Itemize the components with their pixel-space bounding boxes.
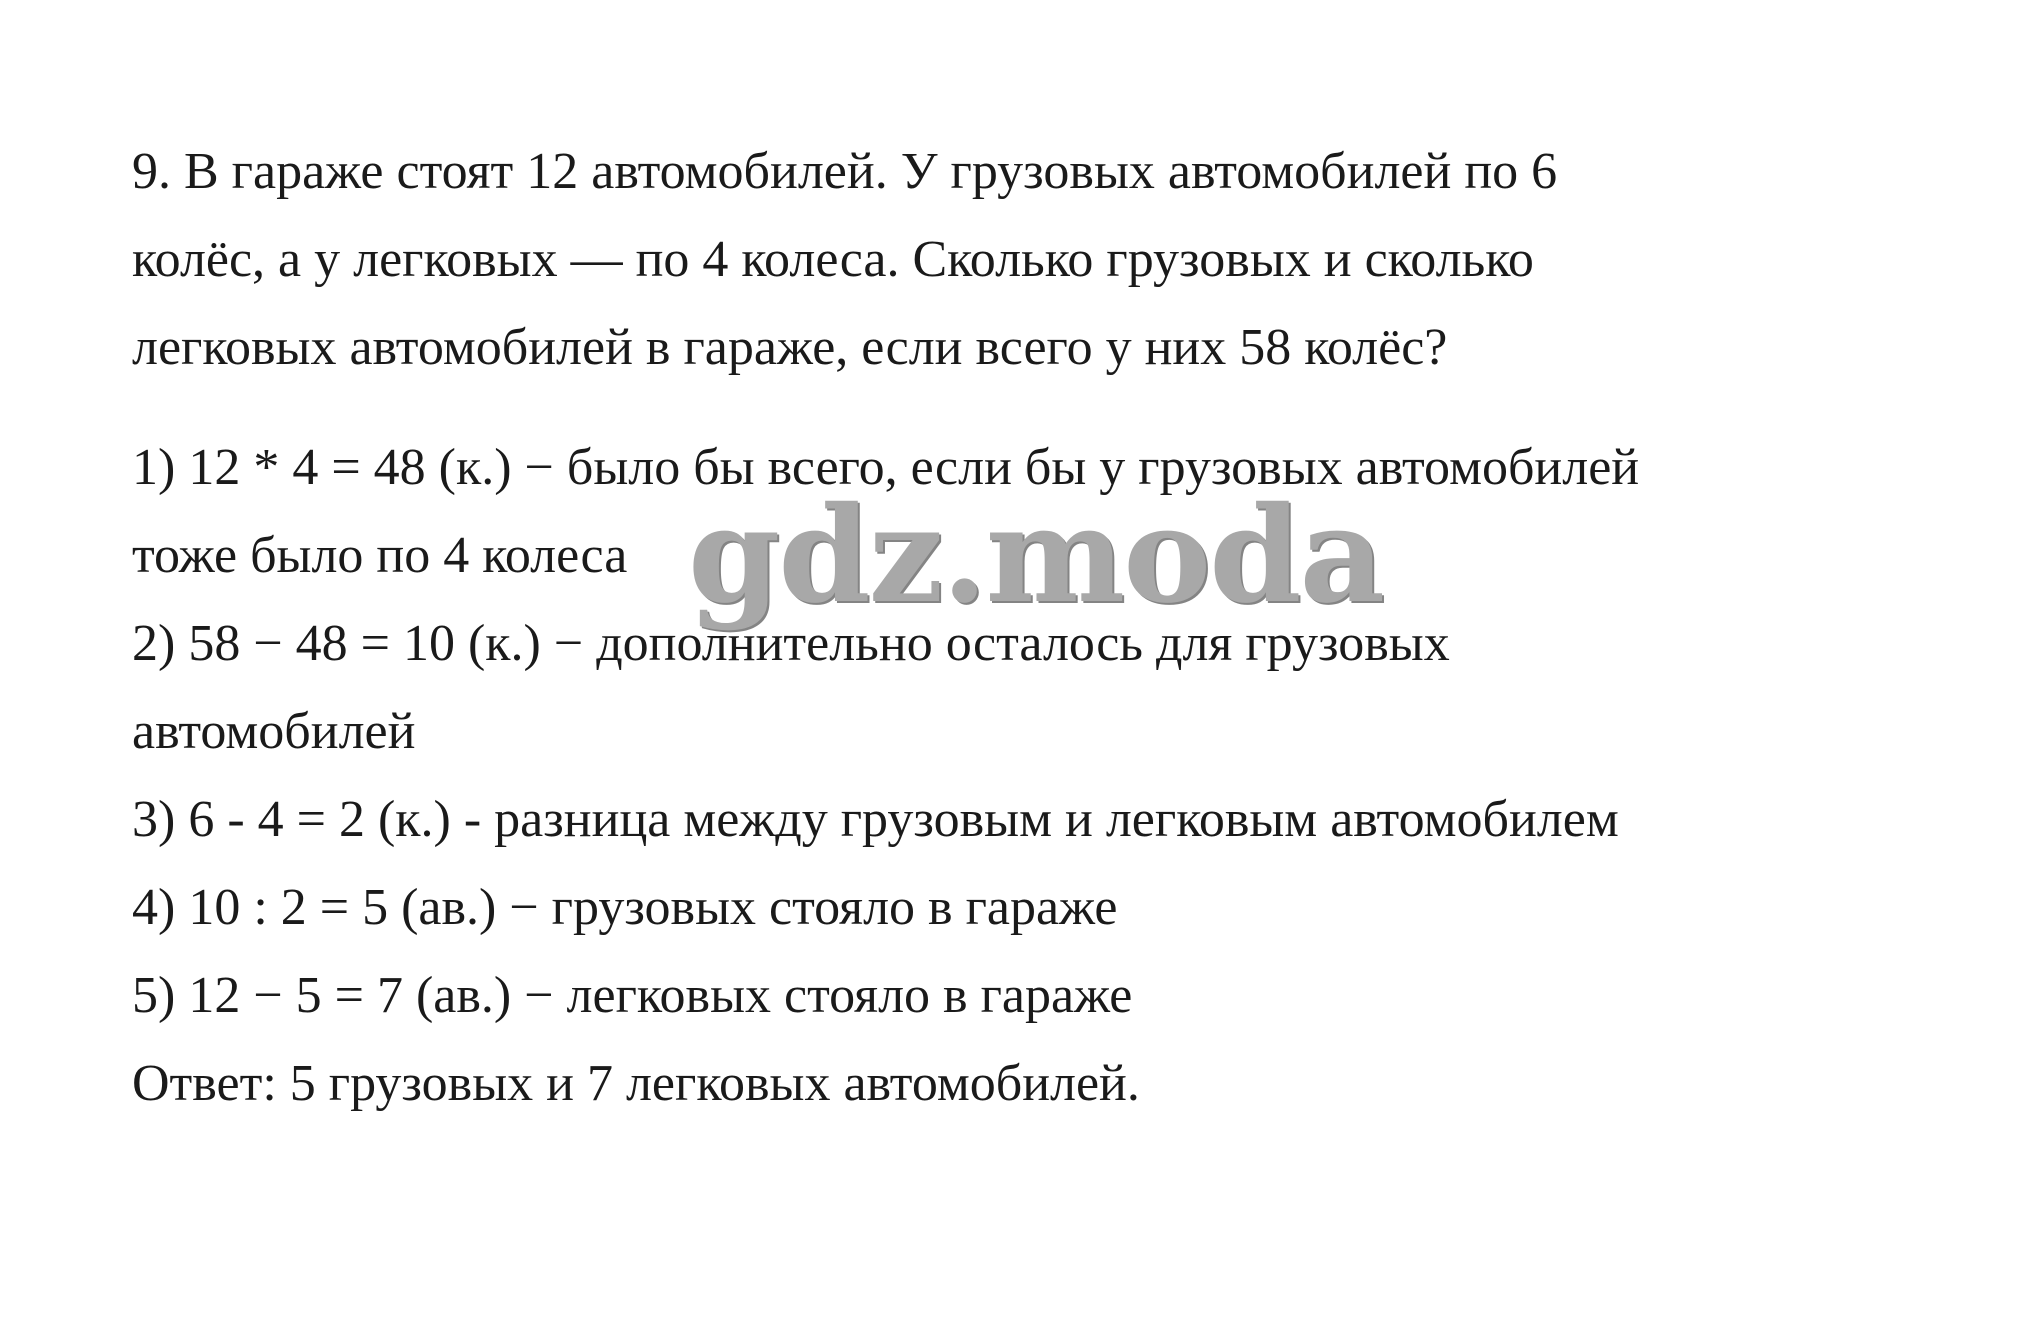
watermark-logo: gdz.moda bbox=[688, 478, 1384, 633]
solution-step-3: 3) 6 - 4 = 2 (к.) - разница между грузовым и легковым автомобилем bbox=[132, 791, 1619, 848]
problem-line-3: легковых автомобилей в гараже, если всего у них 58 колёс? bbox=[132, 319, 1448, 376]
solution-step-1: 1) 12 * 4 = 48 (к.) − было бы всего, если бы у грузовых автомобилей bbox=[132, 439, 1640, 496]
answer-line: Ответ: 5 грузовых и 7 легковых автомобилей. bbox=[132, 1055, 1140, 1112]
problem-line-1: 9. В гараже стоят 12 автомобилей. У грузовых автомобилей по 6 bbox=[132, 143, 1558, 200]
solution-step-5: 5) 12 − 5 = 7 (ав.) − легковых стояло в гараже bbox=[132, 967, 1133, 1024]
solution-step-1-cont: тоже было по 4 колеса bbox=[132, 527, 628, 584]
problem-line-2: колёс, а у легковых — по 4 колеса. Сколько грузовых и сколько bbox=[132, 231, 1534, 288]
solution-step-4: 4) 10 : 2 = 5 (ав.) − грузовых стояло в гараже bbox=[132, 879, 1118, 936]
solution-step-2-cont: автомобилей bbox=[132, 703, 416, 760]
solution-step-2: 2) 58 − 48 = 10 (к.) − дополнительно осталось для грузовых bbox=[132, 615, 1450, 672]
